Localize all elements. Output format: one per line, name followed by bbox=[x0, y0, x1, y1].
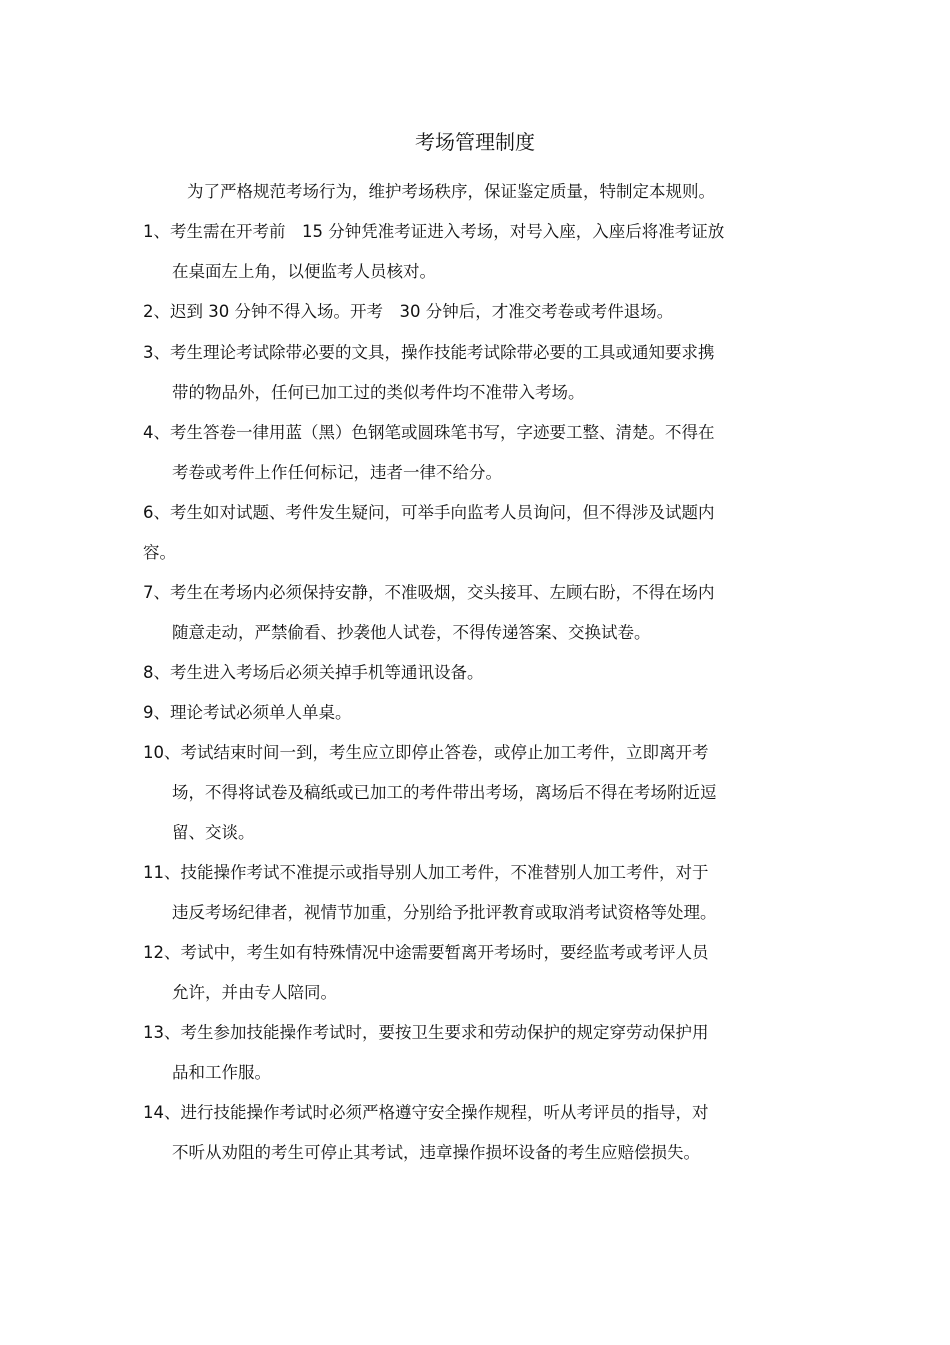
rule-12-line-1: 12、考试中，考生如有特殊情况中途需要暂离开考场时，要经监考或考评人员 bbox=[143, 943, 709, 962]
rule-1-line-1: 1、考生需在开考前 15 分钟凭准考证进入考场，对号入座，入座后将准考证放 bbox=[143, 222, 725, 241]
rule-13-line-1: 13、考生参加技能操作考试时，要按卫生要求和劳动保护的规定穿劳动保护用 bbox=[143, 1023, 709, 1042]
rule-6-line-2: 容。 bbox=[143, 543, 176, 562]
rule-4-line-2: 考卷或考件上作任何标记，违者一律不给分。 bbox=[172, 463, 502, 482]
rule-4-line-1: 4、考生答卷一律用蓝（黑）色钢笔或圆珠笔书写，字迹要工整、清楚。不得在 bbox=[143, 423, 715, 442]
rule-8-line-1: 8、考生进入考场后必须关掉手机等通讯设备。 bbox=[143, 663, 484, 682]
rule-3-line-1: 3、考生理论考试除带必要的文具，操作技能考试除带必要的工具或通知要求携 bbox=[143, 343, 715, 362]
rule-10-line-3: 留、交谈。 bbox=[172, 823, 255, 842]
rule-13-line-2: 品和工作服。 bbox=[172, 1063, 271, 1082]
rule-10-line-2: 场，不得将试卷及稿纸或已加工的考件带出考场，离场后不得在考场附近逗 bbox=[172, 783, 717, 802]
rule-12-line-2: 允许，并由专人陪同。 bbox=[172, 983, 337, 1002]
rule-14-line-2: 不听从劝阻的考生可停止其考试，违章操作损坏设备的考生应赔偿损失。 bbox=[172, 1143, 700, 1162]
rule-7-line-2: 随意走动，严禁偷看、抄袭他人试卷，不得传递答案、交换试卷。 bbox=[172, 623, 651, 642]
rule-1-line-2: 在桌面左上角，以便监考人员核对。 bbox=[172, 262, 436, 281]
rule-9-line-1: 9、理论考试必须单人单桌。 bbox=[143, 703, 352, 722]
rule-2-line-1: 2、迟到 30 分钟不得入场。开考 30 分钟后，才准交考卷或考件退场。 bbox=[143, 302, 674, 321]
intro-paragraph: 为了严格规范考场行为，维护考场秩序，保证鉴定质量，特制定本规则。 bbox=[187, 182, 715, 201]
document-title: 考场管理制度 bbox=[415, 130, 535, 154]
rule-6-line-1: 6、考生如对试题、考件发生疑问，可举手向监考人员询问，但不得涉及试题内 bbox=[143, 503, 715, 522]
rule-10-line-1: 10、考试结束时间一到，考生应立即停止答卷，或停止加工考件，立即离开考 bbox=[143, 743, 709, 762]
rule-11-line-1: 11、技能操作考试不准提示或指导别人加工考件，不准替别人加工考件，对于 bbox=[143, 863, 709, 882]
rule-14-line-1: 14、进行技能操作考试时必须严格遵守安全操作规程，听从考评员的指导，对 bbox=[143, 1103, 709, 1122]
rule-3-line-2: 带的物品外，任何已加工过的类似考件均不准带入考场。 bbox=[172, 383, 585, 402]
rule-7-line-1: 7、考生在考场内必须保持安静，不准吸烟，交头接耳、左顾右盼，不得在场内 bbox=[143, 583, 715, 602]
rule-11-line-2: 违反考场纪律者，视情节加重，分别给予批评教育或取消考试资格等处理。 bbox=[172, 903, 717, 922]
